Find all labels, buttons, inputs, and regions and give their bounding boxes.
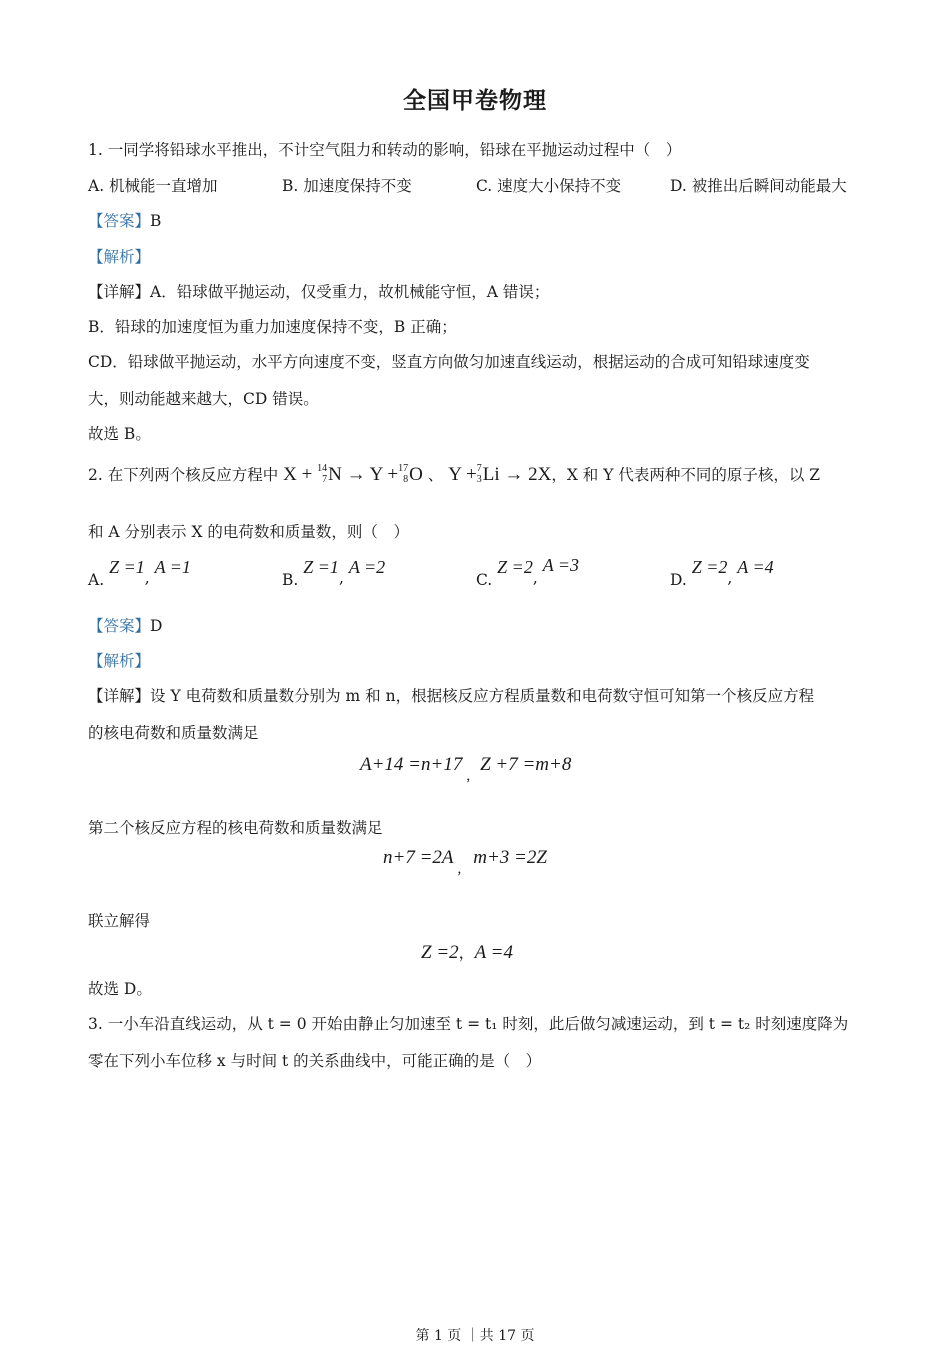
comma: ,: [727, 569, 733, 587]
q2-stem-suffix: ，X 和 Y 代表两种不同的原子核，以 Z: [551, 466, 821, 484]
separator: ，: [458, 945, 475, 962]
oxygen-isotope-label: [398, 463, 408, 485]
q1-detail-4: 大，则动能越来越大，CD 错误。: [88, 390, 319, 408]
q2-option-a: [88, 556, 191, 589]
q2-detail-2: 的核电荷数和质量数满足: [88, 724, 259, 742]
comma: ,: [466, 768, 471, 784]
option-label: A.: [88, 571, 105, 589]
equation-2b: m+3 =2Z: [473, 847, 547, 868]
q2-answer: [88, 615, 162, 637]
nitrogen-isotope-label: [317, 463, 327, 485]
option-label: D.: [670, 571, 687, 589]
q1-answer: [88, 210, 161, 232]
q2-conclusion: 故选 D。: [88, 980, 152, 998]
page-footer: 第 1 页 ｜共 17 页: [415, 1328, 535, 1344]
q1-option-a: A. 机械能一直增加: [88, 177, 218, 195]
equation-3b: A =4: [474, 942, 513, 963]
q2-option-d: [670, 556, 774, 589]
q1-option-b: B. 加速度保持不变: [282, 177, 412, 195]
answer-value: D: [150, 617, 163, 635]
option-a-value: A =1: [154, 557, 191, 577]
separator: 、: [427, 466, 444, 484]
q1-stem: 1. 一同学将铅球水平推出，不计空气阻力和转动的影响，铅球在平抛运动过程中（ ）: [88, 141, 682, 159]
answer-tag: 【答案】: [88, 617, 151, 635]
species-x: X +: [283, 464, 313, 485]
equation-2a: n+7 =2A: [383, 847, 454, 868]
detail-tag: 【详解】: [88, 283, 151, 301]
detail-text: 设 Y 电荷数和质量数分别为 m 和 n，根据核反应方程质量数和电荷数守恒可知第一个核反应方程: [150, 687, 815, 705]
option-z: Z =1: [303, 557, 339, 577]
option-z: Z =2: [691, 557, 728, 577]
species-y: Y +: [448, 464, 477, 485]
q1-detail-2: B．铅球的加速度恒为重力加速度保持不变，B 正确；: [88, 318, 457, 336]
q2-stem: [88, 460, 820, 490]
answer-value: B: [150, 212, 162, 230]
nuclear-reaction-1: [283, 460, 423, 490]
mass-number: 17: [398, 462, 409, 474]
detail-tag: 【详解】: [88, 687, 151, 705]
q1-option-d: D. 被推出后瞬间动能最大: [670, 177, 847, 195]
species-y: Y +: [369, 464, 399, 485]
comma: ,: [338, 569, 344, 587]
option-z: Z =2: [497, 557, 533, 577]
equation-3a: Z =2: [421, 942, 459, 963]
equation-1b: Z +7 =m+8: [480, 754, 572, 775]
detail-text: A．铅球做平抛运动，仅受重力，故机械能守恒，A 错误；: [150, 283, 550, 301]
option-a-value: A =3: [542, 555, 580, 575]
q2-detail-4: 联立解得: [88, 912, 151, 930]
comma: ,: [532, 569, 538, 587]
equation-2: [383, 847, 547, 877]
q2-analysis-tag: 【解析】: [88, 652, 151, 670]
mass-number: 7: [476, 462, 482, 474]
charge-number: 8: [403, 473, 409, 485]
q1-conclusion: 故选 B。: [88, 425, 151, 443]
option-a-value: A =4: [737, 557, 774, 577]
option-z: Z =1: [109, 557, 145, 577]
nuclear-reaction-2: [448, 460, 551, 490]
charge-number: 3: [476, 473, 482, 485]
option-label: B.: [282, 571, 299, 589]
answer-tag: 【答案】: [88, 212, 151, 230]
q2-stem-line2: 和 A 分别表示 X 的电荷数和质量数，则（ ）: [88, 523, 409, 541]
option-a-value: A =2: [348, 557, 386, 577]
q2-option-c: [476, 554, 580, 589]
q3-stem-line1: 3. 一小车沿直线运动，从 t = 0 开始由静止匀加速至 t = t₁ 时刻，此后做匀减速运动，到 t = t₂ 时刻速度降为: [88, 1015, 849, 1033]
q3-stem-line2: 零在下列小车位移 x 与时间 t 的关系曲线中，可能正确的是（ ）: [88, 1052, 542, 1070]
comma: ,: [144, 569, 150, 587]
option-label: C.: [476, 571, 493, 589]
q2-detail-3: 第二个核反应方程的核电荷数和质量数满足: [88, 819, 383, 837]
species-o: O: [409, 464, 423, 485]
page-title: 全国甲卷物理: [403, 88, 547, 114]
mass-number: 14: [317, 462, 328, 474]
species-li: Li → 2X: [482, 464, 552, 485]
q2-option-b: [282, 556, 386, 589]
lithium-isotope-label: [477, 463, 482, 485]
q1-detail-1: [88, 281, 549, 303]
q2-stem-prefix: 2. 在下列两个核反应方程中: [88, 466, 279, 484]
q1-detail-3: CD．铅球做平抛运动，水平方向速度不变，竖直方向做匀加速直线运动，根据运动的合成可知铅球速度变: [88, 353, 810, 371]
equation-3: [421, 940, 513, 964]
q1-analysis-tag: 【解析】: [88, 248, 151, 266]
q1-option-c: C. 速度大小保持不变: [476, 177, 622, 195]
equation-1a: A+14 =n+17: [360, 754, 463, 775]
charge-number: 7: [322, 473, 328, 485]
species-n: N →: [328, 464, 366, 485]
q2-detail-1: [88, 685, 814, 707]
comma: ,: [457, 861, 462, 877]
equation-1: [360, 754, 572, 784]
